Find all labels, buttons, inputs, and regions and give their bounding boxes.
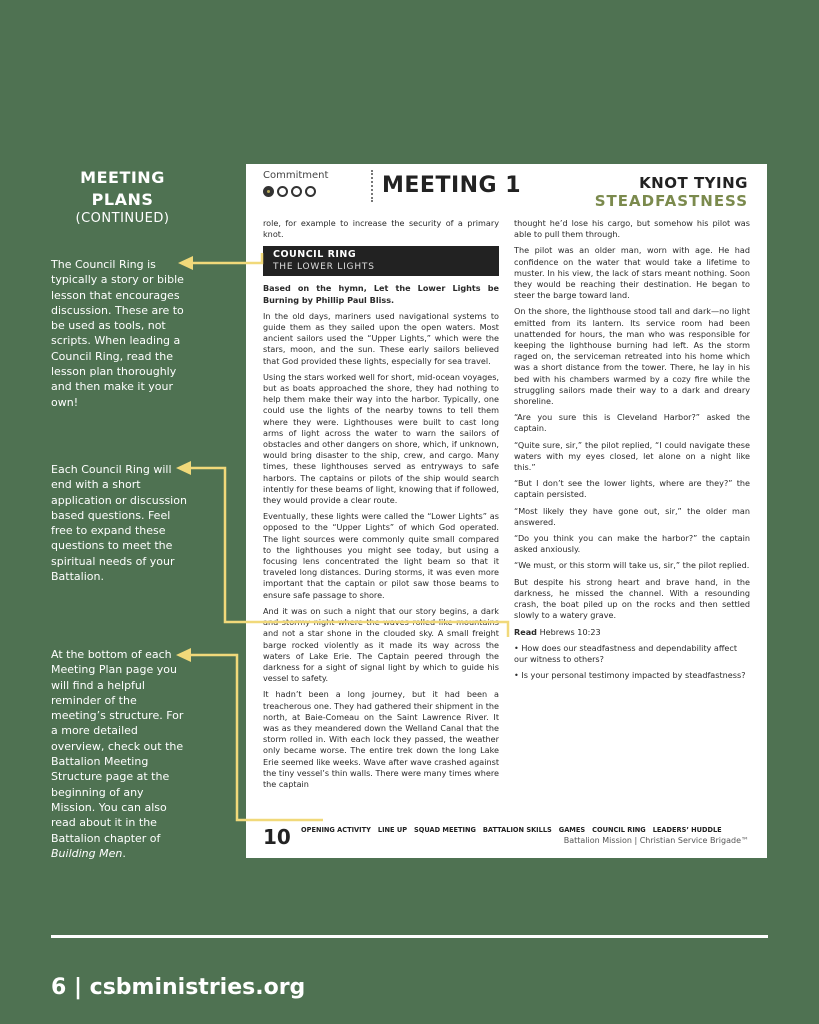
discussion-question: • How does our steadfastness and dependability affect our witness to others? [514,642,738,664]
footer-brand: Battalion Mission | Christian Service Brigade™ [563,836,749,845]
side-title-line1: MEETING [80,168,165,187]
story-paragraph: Using the stars worked well for short, mid-ocean voyages, but as boats approached the shore, they had nothing to help them make their way into the harbor. Typically, one could use the lights of the nearby towns to tell them where they were. Lighthouses were built to cast long arms of light across the water to warn the sailors of obstacles and other dangers on shore, which, if unknown, would bring disaster to the ship, crew, and cargo. Many times, these lighthouses served as entryways to safe harbors. The captains or pilots of the ship would search intently for these beams of light, knowing that if followed, they would provide a clear route. [263,371,499,506]
council-ring-title: COUNCIL RING [273,249,357,261]
story-paragraph: “Are you sure this is Cleveland Harbor?” asked the captain. [514,412,750,434]
story-paragraph: And it was on such a night that our story begins, a dark and stormy night where the waves rolled like mountains and not a star shone in the clouded sky. A small freight barge rocked violently as it made its way across the waters of Lake Erie. The Captain peered through the darkness for a sight of signal light by which to guide his vessel to safety. [263,605,499,684]
story-paragraph: The pilot was an older man, worn with age. He had confidence on the water that would take a lifetime to muster. In his view, the lack of stars meant nothing. Soon they would be reaching their destination. He began to steer the barge toward land. [514,245,750,301]
read-label: Read [514,626,537,637]
bottom-footer: 6 | csbministries.org [51,975,306,1000]
knot-title: KNOT TYING [639,174,748,192]
story-paragraph: It hadn’t been a long journey, but it had been a treacherous one. They had gathered their shipment in the north, at Baie-Comeau on the Saint Lawrence River. It was as they meandered down the Welland Canal that the storm rolled in. With each lock they passed, the weather only became worse. The entire trek down the long Lake Erie seemed like weeks. Wave after wave crashed against the tiny vessel’s thin walls. There were many times where the captain [263,689,499,789]
structure-item: BATTALION SKILLS [482,826,552,834]
note-council-ring: The Council Ring is typically a story or bible lesson that encourages discussion. These are to be used as tools, not scripts. When leading a Council Ring, read the lesson plan thoroughly and then make it your own! [51,258,184,409]
arrow-line-2 [190,468,508,637]
note3-text: At the bottom of each Meeting Plan page you will find a helpful reminder of the meeting’s structure. For a more detailed overview, check out the Battalion Meeting Structure page at the beginning of any Mission. You can also read about it in the Battalion chapter of [51,648,184,845]
structure-item: SQUAD MEETING [414,826,476,834]
story-paragraph: “Most likely they have gone out, sir,” the older man answered. [514,505,750,527]
story-paragraph: “We must, or this storm will take us, sir,” the pilot replied. [514,560,750,571]
arrow-line-3 [190,655,323,820]
side-subtitle: (CONTINUED) [75,211,170,226]
side-title-line2: PLANS [91,190,154,209]
structure-item: LINE UP [377,826,408,834]
story-paragraph: “Quite sure, sir,” the pilot replied, “I could navigate these waters with my eyes closed, let alone on a night like this.” [514,439,750,473]
page-number: 10 [263,825,291,849]
scripture-ref: Hebrews 10:23 [539,626,601,637]
intro-paragraph: role, for example to increase the security of a primary knot. [263,218,499,240]
arrow-head-icon [176,461,191,475]
story-paragraph: thought he’d lose his cargo, but somehow his pilot was able to pull them through. [514,218,750,240]
arrow-head-icon [178,256,193,270]
story-paragraph: Eventually, these lights were called the “Lower Lights” as opposed to the “Upper Lights” of which God operated. The light sources were commonly quite small compared to the lighthouses you might see today, but using a focusing lens concentrated the light beam so that it traveled long distances. During storms, it was even more important that the captain or pilot saw those beams to ensure safe passage to shore. [263,511,499,600]
story-paragraph: But despite his strong heart and brave hand, in the darkness, he missed the channel. With a resounding crash, the boat piled up on the rocks and then settled slowly to a watery grave. [514,576,750,621]
story-paragraph: “Do you think you can make the harbor?” the captain asked anxiously. [514,533,750,555]
bottom-divider [51,935,768,938]
note-discussion-questions: Each Council Ring will end with a short application or discussion based questions. Feel free to expand these questions to meet the spiritual needs of your Battalion. [51,463,187,584]
discussion-question: • Is your personal testimony impacted by steadfastness? [514,670,746,681]
story-paragraph: “But I don’t see the lower lights, where are they?” the captain persisted. [514,478,750,500]
structure-item: OPENING ACTIVITY [301,826,371,834]
note3-book-title: Building Men [51,846,123,860]
hymn-note: Based on the hymn, Let the Lower Lights be Burning by Phillip Paul Bliss. [263,283,499,305]
structure-item: GAMES [558,826,586,834]
story-paragraph: In the old days, mariners used navigational systems to guide them as they sailed upon the open waters. Most ancient sailors used the “Upper Lights,” which were the stars, moon, and the sun. These early sailors believed that God provided these lights, especially for sea travel. [263,310,499,366]
note3-end: . [122,846,126,860]
trait-title: STEADFASTNESS [594,192,748,210]
arrow-head-icon [176,648,191,662]
structure-item: LEADERS’ HUDDLE [652,826,722,834]
council-ring-subtitle: THE LOWER LIGHTS [273,262,375,273]
structure-item: COUNCIL RING [592,826,646,834]
meeting-title: MEETING 1 [382,173,522,198]
arrow-line-1 [192,253,262,263]
story-paragraph: On the shore, the lighthouse stood tall and dark—no light emitted from its lantern. Its service room had been unattended for hours, the man who was responsible for keeping the lighthouse burning had left. As the storm raged on, the serviceman retreated into his home which was a short distance from the tower. There, he lay in his bed with his chambers warmed by a cozy fire while the struggling sailors made their way to a dark and dreary shoreline. [514,306,750,407]
commitment-label: Commitment [263,170,329,181]
